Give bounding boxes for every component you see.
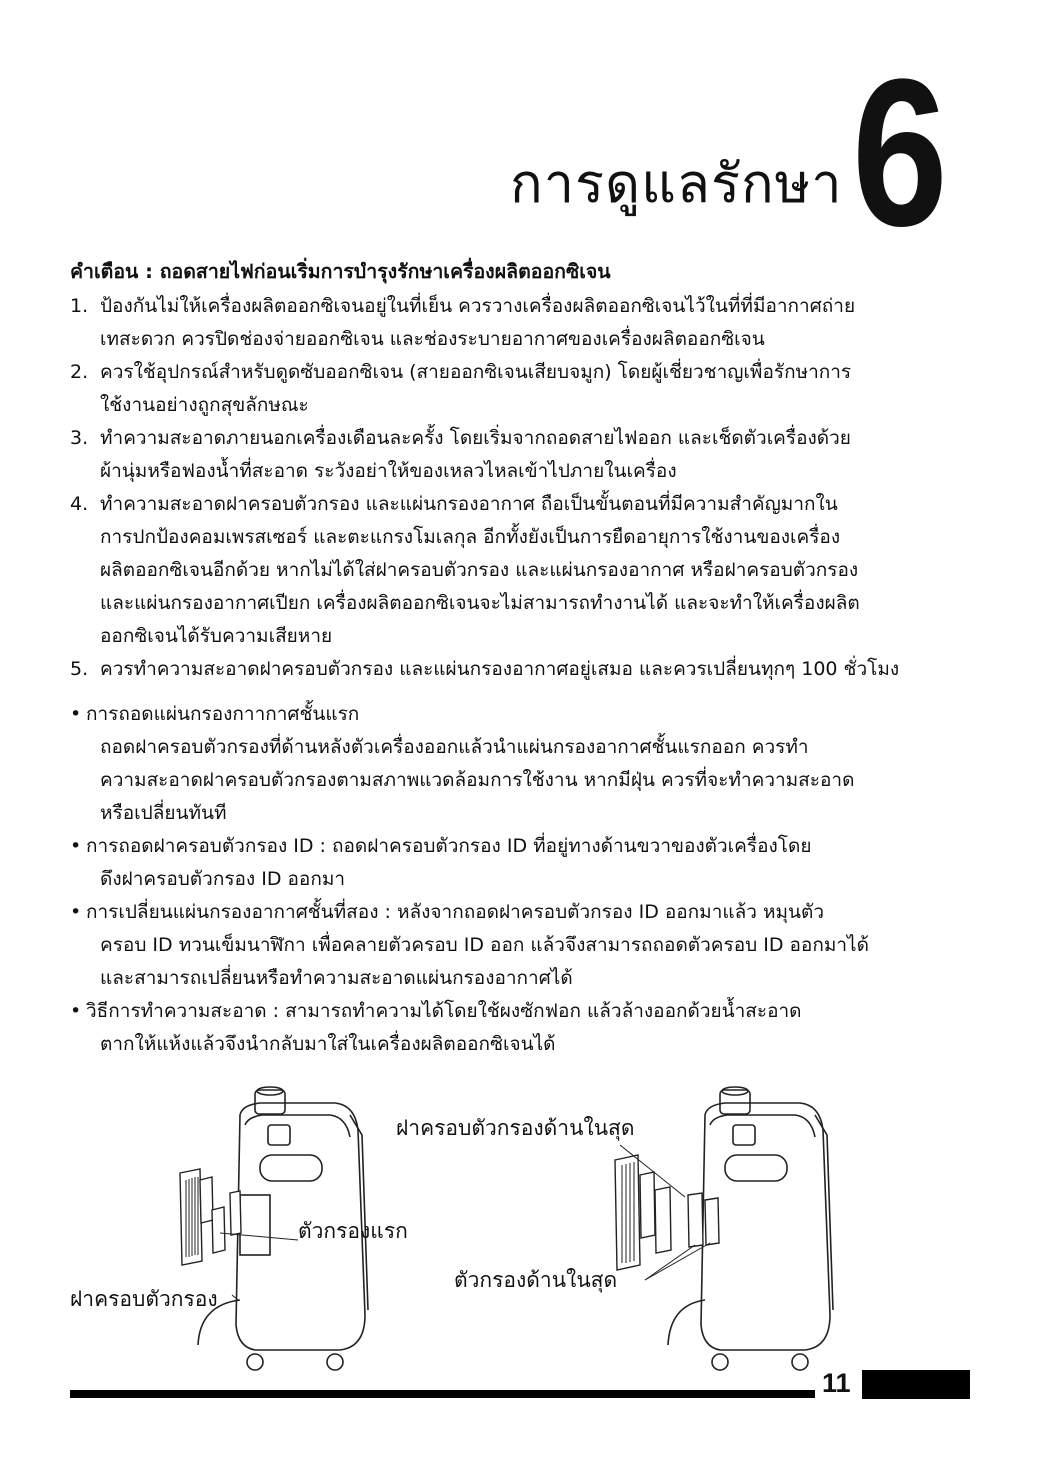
list-item [70,290,980,356]
list-item [70,488,980,653]
bullet-dot-icon: • [70,835,82,857]
bullet-item [70,896,980,995]
list-item [70,653,980,686]
page-title: การดูแลรักษา [510,152,843,215]
label-filter-cover: ฝาครอบตัวกรอง [70,1287,218,1311]
item-line: เทสะดวก ควรปิดช่องจ่ายออกซิเจน และช่องระบายอากาศของเครื่องผลิตออกซิเจน [100,328,765,350]
maintenance-list [70,290,980,686]
footer-block [862,1370,970,1399]
item-line: ควรใช้อุปกรณ์สำหรับดูดซับออกซิเจน (สายออกซิเจนเสียบจมูก) โดยผู้เชี่ยวชาญเพื่อรักษาการ [100,361,852,383]
item-line: การถอดแผ่นกรองกาากาศชั้นแรก [86,703,360,725]
bullet-dot-icon: • [70,1000,82,1022]
item-line: ป้องกันไม่ให้เครื่องผลิตออกซิเจนอยู่ในที่เย็น ควรวางเครื่องผลิตออกซิเจนไว้ในที่ที่มีอากาศถ่าย [100,295,856,317]
label-inner-filter-cover: ฝาครอบตัวกรองด้านในสุด [396,1116,635,1140]
item-line: ทำความสะอาดฝาครอบตัวกรอง และแผ่นกรองอากาศ ถือเป็นขั้นตอนที่มีความสำคัญมากใน [100,493,838,515]
page-number: 11 [822,1368,851,1398]
item-line: ความสะอาดฝาครอบตัวกรองตามสภาพแวดล้อมการใช้งาน หากมีฝุ่น ควรที่จะทำความสะอาด [100,769,855,791]
figure-right-concentrator [610,1085,850,1375]
bullet-item [70,830,980,896]
item-line: หรือเปลี่ยนทันที [100,802,227,824]
item-line: ผลิตออกซิเจนอีกด้วย หากไม่ได้ใส่ฝาครอบตัวกรอง และแผ่นกรองอากาศ หรือฝาครอบตัวกรอง [100,559,859,581]
label-first-filter: ตัวกรองแรก [298,1219,408,1243]
item-line: ครอบ ID ทวนเข็มนาฬิกา เพื่อคลายตัวครอบ ID ออก แล้วจึงสามารถถอดตัวครอบ ID ออกมาได้ [100,934,869,956]
item-line: การถอดฝาครอบตัวกรอง ID : ถอดฝาครอบตัวกรอง ID ที่อยู่ทางด้านขวาของตัวเครื่องโดย [86,835,812,857]
item-line: วิธีการทำความสะอาด : สามารถทำความได้โดยใช้ผงซักฟอก แล้วล้างออกด้วยน้ำสะอาด [86,1000,802,1022]
item-line: ใช้งานอย่างถูกสุขลักษณะ [100,394,309,416]
item-line: ออกซิเจนได้รับความเสียหาย [100,625,333,647]
item-number: 2. [70,361,89,383]
filter-instructions [70,698,980,1061]
label-inner-filter: ตัวกรองด้านในสุด [454,1268,618,1292]
chapter-number: 6 [852,35,948,270]
item-number: 3. [70,427,89,449]
item-line: ดึงฝาครอบตัวกรอง ID ออกมา [100,868,346,890]
item-number: 5. [70,658,89,680]
bullet-item [70,995,980,1061]
item-line: และแผ่นกรองอากาศเปียก เครื่องผลิตออกซิเจนจะไม่สามารถทำงานได้ และจะทำให้เครื่องผลิต [100,592,860,614]
item-line: ผ้านุ่มหรือฟองน้ำที่สะอาด ระวังอย่าให้ของเหลวไหลเข้าไปภายในเครื่อง [100,460,677,482]
item-line: ควรทำความสะอาดฝาครอบตัวกรอง และแผ่นกรองอากาศอยู่เสมอ และควรเปลี่ยนทุกๆ 100 ชั่วโมง [100,658,900,680]
bullet-dot-icon: • [70,703,82,725]
list-item [70,422,980,488]
item-line: และสามารถเปลี่ยนหรือทำความสะอาดแผ่นกรองอากาศได้ [100,967,573,989]
item-line: การเปลี่ยนแผ่นกรองอากาศชั้นที่สอง : หลังจากถอดฝาครอบตัวกรอง ID ออกมาแล้ว หมุนตัว [86,901,825,923]
footer-rule [70,1390,815,1398]
item-line: ถอดฝาครอบตัวกรองที่ด้านหลังตัวเครื่องออกแล้วนำแผ่นกรองอากาศชั้นแรกออก ควรทำ [100,736,809,758]
list-item [70,356,980,422]
item-line: ทำความสะอาดภายนอกเครื่องเดือนละครั้ง โดยเริ่มจากถอดสายไฟออก และเช็ดตัวเครื่องด้วย [100,427,851,449]
item-number: 1. [70,295,89,317]
bullet-item [70,698,980,830]
bullet-dot-icon: • [70,901,82,923]
item-line: ตากให้แห้งแล้วจึงนำกลับมาใส่ในเครื่องผลิตออกซิเจนได้ [100,1033,556,1055]
item-line: การปกป้องคอมเพรสเซอร์ และตะแกรงโมเลกุล อีกทั้งยังเป็นการยืดอายุการใช้งานของเครื่อง [100,526,841,548]
warning-text: คำเตือน : ถอดสายไฟก่อนเริ่มการบำรุงรักษาเครื่องผลิตออกซิเจน [70,260,611,283]
item-number: 4. [70,493,89,515]
